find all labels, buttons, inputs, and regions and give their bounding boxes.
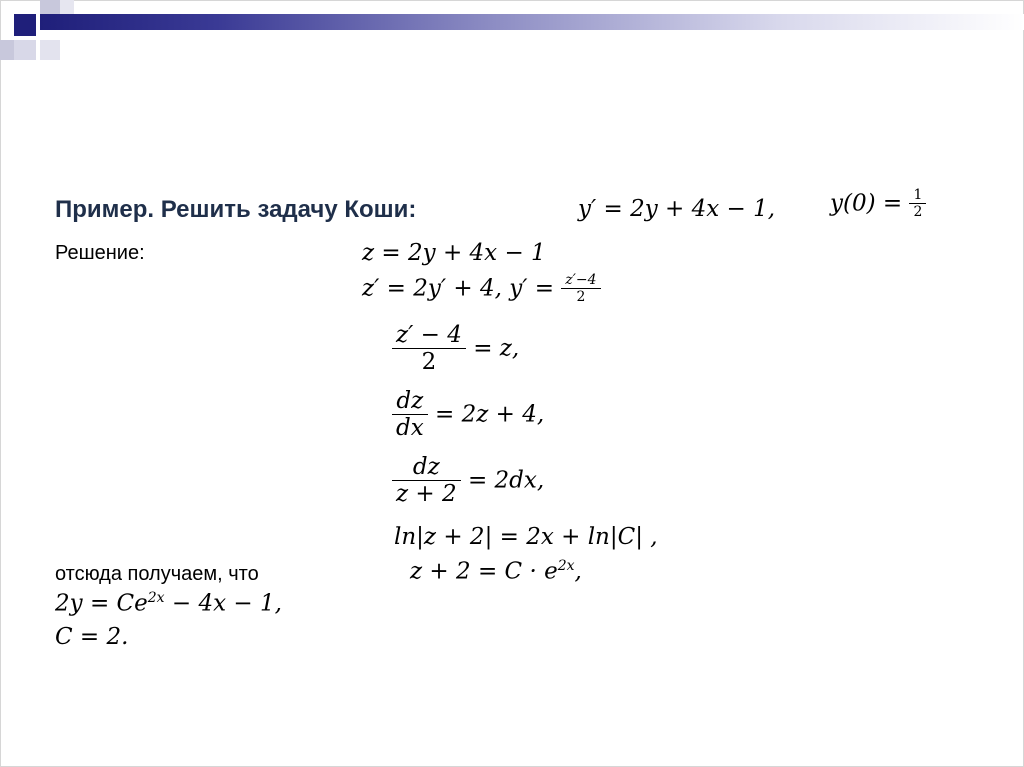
solution-label: Решение: <box>55 242 145 264</box>
problem-equation <box>578 196 775 222</box>
step-derivative <box>362 272 601 305</box>
deco-square-light <box>60 0 74 14</box>
initial-condition <box>830 187 926 220</box>
step4-fraction <box>392 388 428 441</box>
step4-right: = 2z + 4, <box>435 401 545 428</box>
step2-fraction <box>561 272 600 305</box>
result1-base: z + 2 = C · e <box>410 558 558 585</box>
step-integration: ln|z + 2| = 2x + ln|C| , <box>394 524 658 550</box>
step5-numerator: dz <box>412 454 440 480</box>
deco-square-dark <box>14 14 36 36</box>
result-exponential <box>410 558 582 585</box>
step3-denominator: 2 <box>421 349 437 375</box>
step3-right: = z, <box>473 335 520 362</box>
equation-text: y′ = 2y + 4x − 1, <box>578 196 776 222</box>
result2-base: 2y = Ce <box>55 590 148 617</box>
step-separation <box>392 454 544 507</box>
condition-numerator: 1 <box>913 187 923 203</box>
result-general-solution <box>55 590 282 617</box>
result1-exponent: 2x <box>557 558 575 574</box>
result2-tail: − 4x − 1, <box>164 590 282 617</box>
deco-square-mid <box>40 40 60 60</box>
deco-square-light <box>40 0 60 14</box>
step5-denominator: z + 2 <box>396 481 457 507</box>
deco-square-mid <box>14 40 36 60</box>
result-constant: C = 2. <box>55 624 129 650</box>
step-differential-equation <box>392 388 544 441</box>
step5-fraction <box>392 454 461 507</box>
result1-tail: , <box>574 558 582 585</box>
step4-denominator: dx <box>396 415 424 441</box>
condition-lhs: y(0) = <box>830 190 903 217</box>
step-substitution: z = 2y + 4x − 1 <box>362 240 546 266</box>
step2-numerator: z′−4 <box>565 272 597 288</box>
page-title: Пример. Решить задачу Коши: <box>55 196 417 223</box>
result2-exponent: 2x <box>147 590 165 606</box>
step2-denominator: 2 <box>576 289 586 305</box>
step2-left: z′ = 2y′ + 4, y′ = <box>362 275 555 302</box>
step-equation-z <box>392 322 519 375</box>
step3-fraction <box>392 322 466 375</box>
result-label: отсюда получаем, что <box>55 563 259 585</box>
header-bar <box>40 14 1024 30</box>
condition-fraction <box>909 187 926 220</box>
step4-numerator: dz <box>396 388 424 414</box>
step5-right: = 2dx, <box>467 467 545 494</box>
step3-numerator: z′ − 4 <box>396 322 462 348</box>
deco-square-light <box>0 40 14 60</box>
condition-denominator: 2 <box>913 204 923 220</box>
